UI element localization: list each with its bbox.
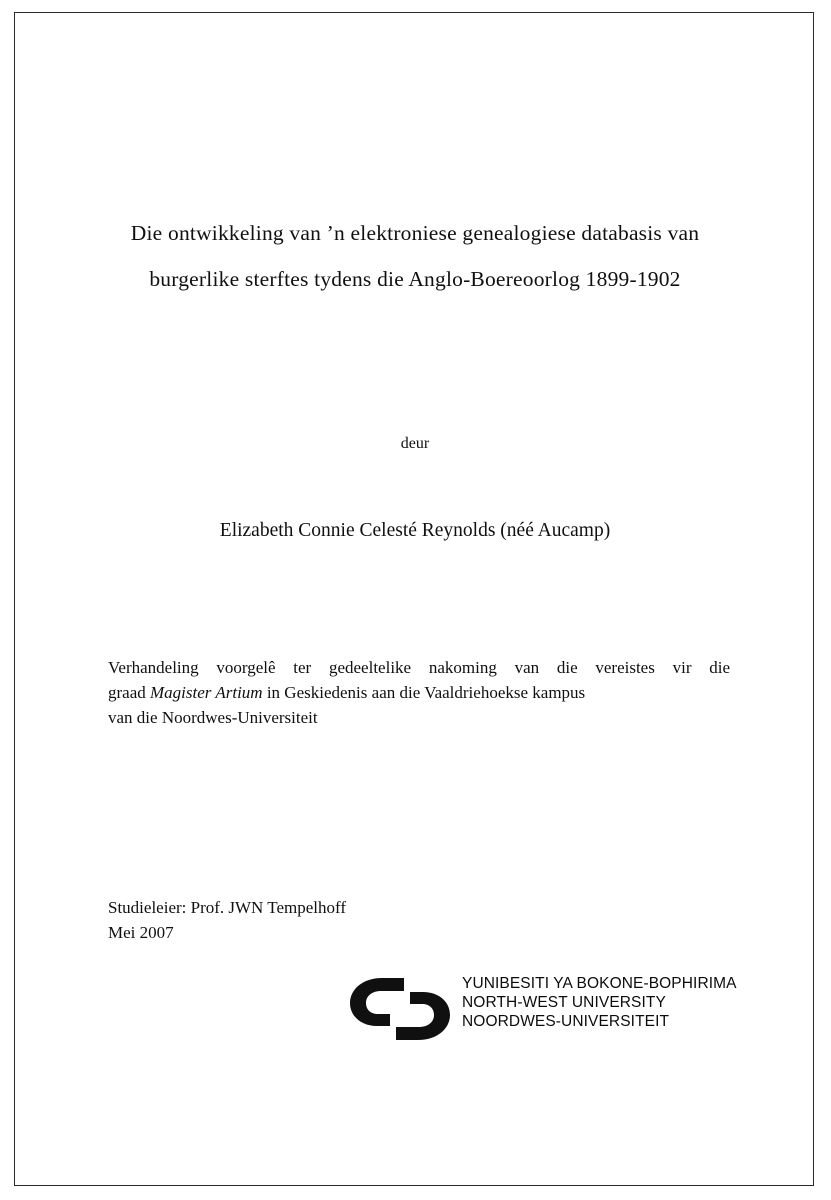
statement-line-1: Verhandeling voorgelê ter gedeeltelike nakoming van die vereistes vir die [108,658,730,677]
statement-line-2-pre: graad [108,683,151,702]
degree-statement [108,655,730,730]
logo-text-line-2: NORTH-WEST UNIVERSITY [462,994,666,1011]
north-west-university-logo-icon [348,976,452,1042]
title-line-1: Die ontwikkeling van ’n elektroniese genealogiese databasis van [130,221,700,245]
title-line-2: burgerlike sterftes tydens die Anglo-Boereoorlog 1899-1902 [149,267,681,291]
statement-line-3: van die Noordwes-Universiteit [108,708,318,727]
university-logo [250,970,737,1050]
logo-text-line-3: NOORDWES-UNIVERSITEIT [462,1013,670,1030]
page-content [90,40,740,1160]
supervisor-name: Studieleier: Prof. JWN Tempelhoff [108,898,347,917]
logo-text [462,974,737,1031]
submission-date: Mei 2007 [108,923,174,942]
logo-text-line-1: YUNIBESITI YA BOKONE-BOPHIRIMA [462,975,737,992]
supervisor-block [108,895,730,945]
statement-line-2-post: in Geskiedenis aan die Vaaldriehoekse kampus [262,683,586,702]
statement-line-2 [108,680,730,705]
by-label: deur [400,435,430,452]
degree-name: Magister Artium [150,683,263,702]
author-name: Elizabeth Connie Celesté Reynolds (néé Aucamp) [219,520,611,541]
page-title [100,210,730,302]
